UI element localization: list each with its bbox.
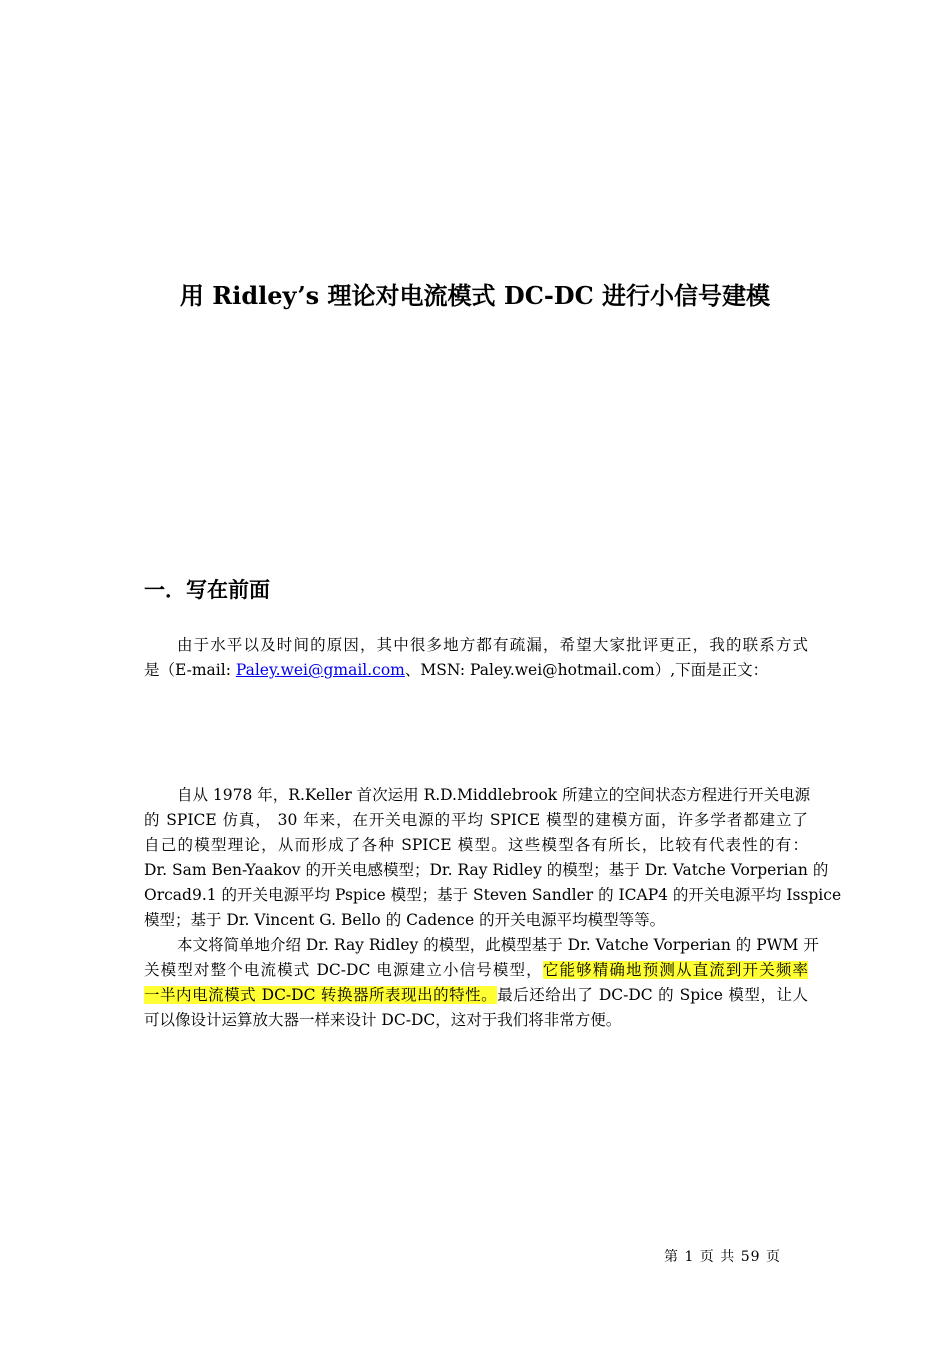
highlighted-text-2: 一半内电流模式 DC-DC 转换器所表现出的特性。: [144, 986, 498, 1004]
email-link[interactable]: Paley.wei@gmail.com: [235, 661, 405, 679]
page-number: 第 1 页 共 59 页: [664, 1249, 781, 1265]
body-line-8-text: 关模型对整个电流模式 DC-DC 电源建立小信号模型，: [144, 961, 543, 979]
preface-line-1: 由于水平以及时间的原因，其中很多地方都有疏漏，希望大家批评更正，我的联系方式: [177, 636, 808, 654]
preface-line-2: [144, 658, 808, 683]
body-line-7: 本文将简单地介绍 Dr. Ray Ridley 的模型，此模型基于 Dr. Vatche Vorperian 的 PWM 开: [177, 936, 819, 954]
body-line-3: 自己的模型理论，从而形成了各种 SPICE 模型。这些模型各有所长，比较有代表性的有：: [144, 836, 808, 854]
body-line-5: Orcad9.1 的开关电源平均 Pspice 模型；基于 Steven Sandler 的 ICAP4 的开关电源平均 Isspice: [144, 886, 842, 904]
section-heading-preface: 一．写在前面: [144, 578, 270, 602]
body-line-4: Dr. Sam Ben-Yaakov 的开关电感模型；Dr. Ray Ridley 的模型；基于 Dr. Vatche Vorperian 的: [144, 861, 829, 879]
contact-prefix: 是（E-mail:: [144, 661, 236, 679]
highlighted-text-1: 它能够精确地预测从直流到开关频率: [542, 961, 808, 979]
body-line-1: 自从 1978 年，R.Keller 首次运用 R.D.Middlebrook 所建立的空间状态方程进行开关电源: [177, 786, 811, 804]
preface-paragraph: [144, 633, 808, 683]
body-line-9-text: 最后还给出了 DC-DC 的 Spice 模型，让人: [497, 986, 808, 1004]
contact-suffix: 、MSN: Paley.wei@hotmail.com）,下面是正文：: [404, 661, 769, 679]
body-line-6: 模型；基于 Dr. Vincent G. Bello 的 Cadence 的开关电源平均模型等等。: [144, 911, 666, 929]
body-line-9: [144, 983, 808, 1008]
body-line-10: 可以像设计运算放大器一样来设计 DC-DC，这对于我们将非常方便。: [144, 1011, 622, 1029]
document-title: 用 Ridley’s 理论对电流模式 DC-DC 进行小信号建模: [179, 281, 771, 310]
body-line-8: [144, 958, 808, 983]
body-paragraph: [144, 783, 842, 1033]
body-line-2: 的 SPICE 仿真， 30 年来，在开关电源的平均 SPICE 模型的建模方面，许多学者都建立了: [144, 811, 808, 829]
